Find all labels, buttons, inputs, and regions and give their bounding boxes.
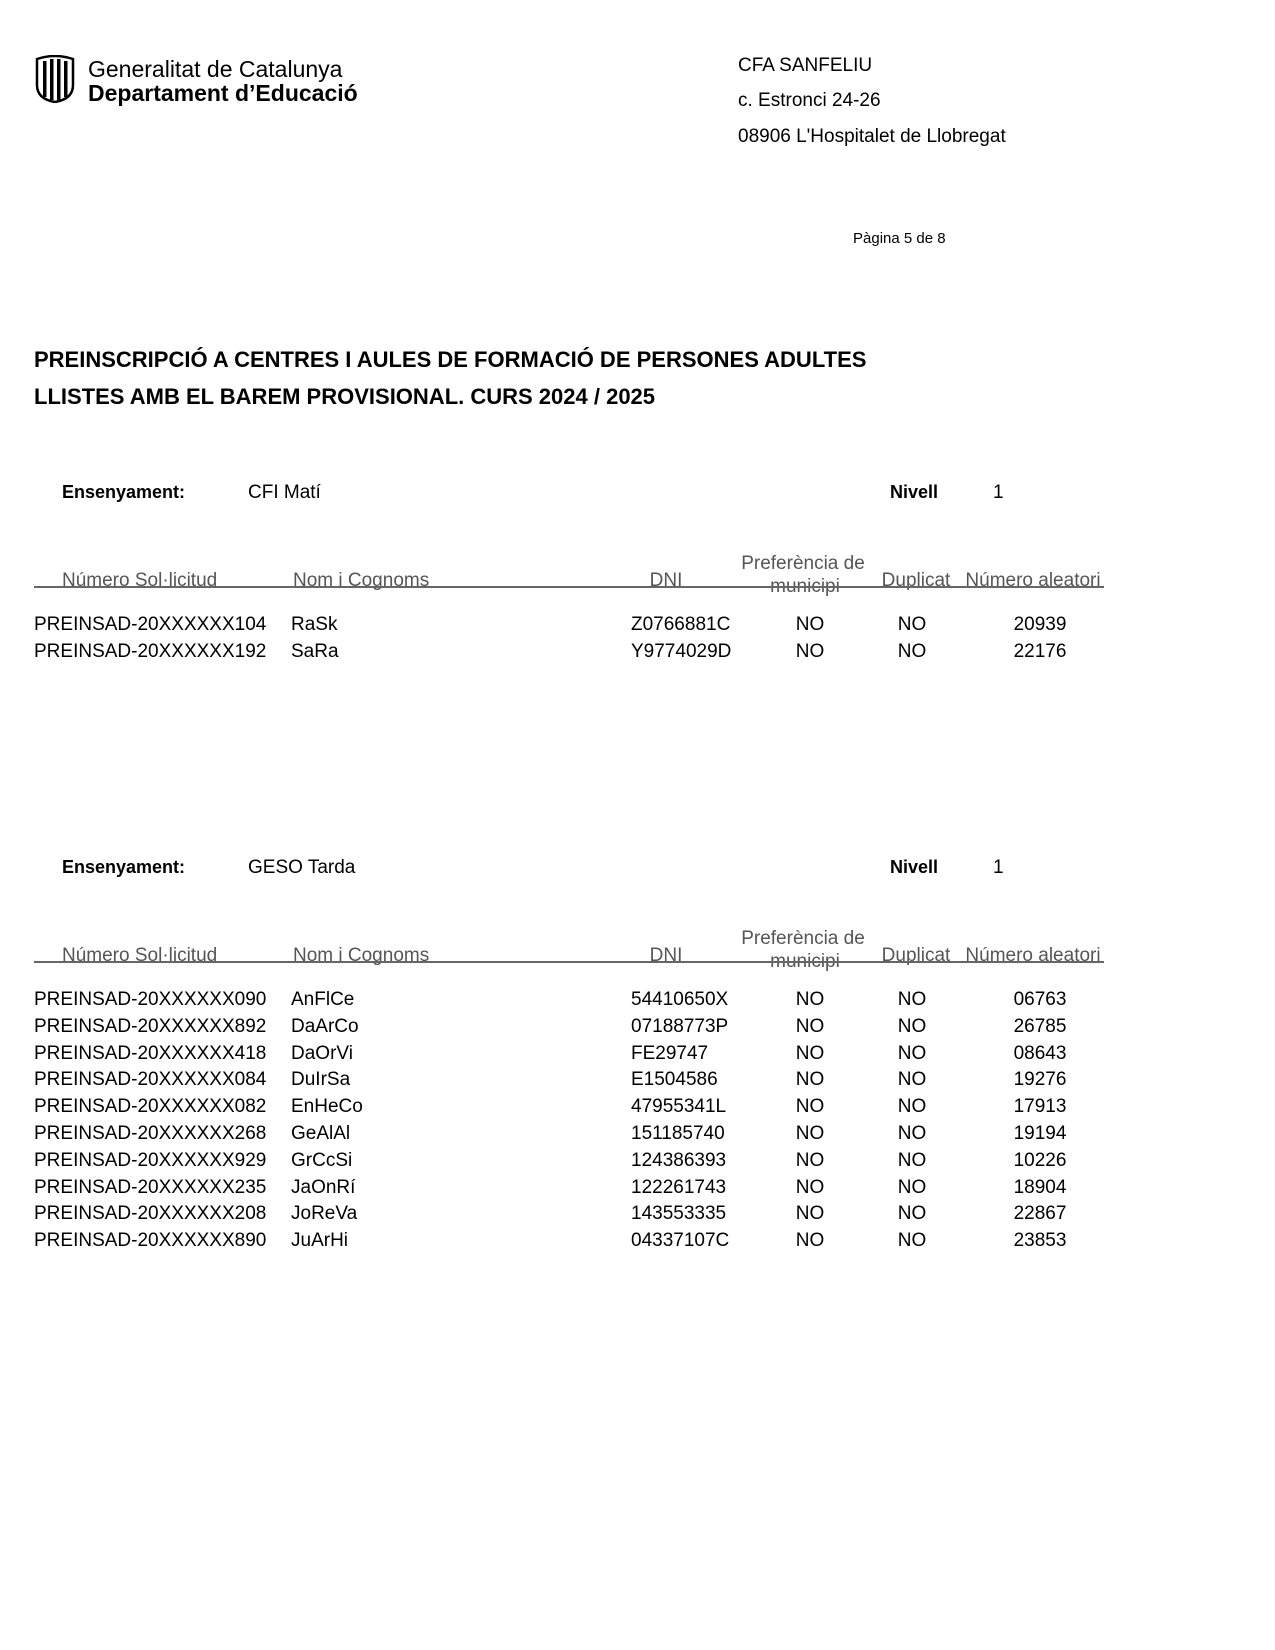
cell-request-number: PREINSAD-20XXXXXX082	[34, 1096, 267, 1118]
cell-random-number: 20939	[1013, 614, 1067, 635]
header-divider	[34, 586, 1104, 588]
cell-request-number: PREINSAD-20XXXXXX929	[34, 1149, 267, 1171]
cell-duplicate: NO	[897, 1042, 927, 1064]
cell-random-number: 18904	[1013, 1176, 1067, 1198]
cell-duplicate: NO	[897, 1149, 927, 1171]
org-name: Generalitat de Catalunya	[88, 56, 343, 82]
cell-name: RaSk	[291, 614, 338, 635]
table-row	[0, 1230, 1275, 1257]
column-header-name: Nom i Cognoms	[293, 570, 430, 591]
nivell-value: 1	[993, 857, 1004, 878]
cell-preference: NO	[795, 1123, 825, 1144]
cell-duplicate: NO	[897, 1096, 927, 1118]
cell-random-number: 17913	[1013, 1096, 1067, 1118]
cell-name: JuArHi	[291, 1230, 349, 1252]
center-name: CFA SANFELIU	[738, 55, 873, 76]
cell-duplicate: NO	[897, 1203, 927, 1225]
cell-dni: 124386393	[631, 1149, 727, 1171]
cell-request-number: PREINSAD-20XXXXXX084	[34, 1069, 267, 1091]
cell-name: GeAlAl	[291, 1123, 351, 1144]
column-header-preference-line2: municipi	[770, 951, 840, 972]
cell-duplicate: NO	[897, 989, 927, 1010]
cell-name: JaOnRí	[291, 1176, 356, 1198]
header-divider	[34, 961, 1104, 963]
table-row	[0, 1177, 1275, 1204]
cell-duplicate: NO	[897, 1176, 927, 1198]
column-header-name: Nom i Cognoms	[293, 945, 430, 966]
table-row	[0, 1069, 1275, 1096]
table-row	[0, 989, 1275, 1016]
cell-name: EnHeCo	[291, 1096, 363, 1118]
nivell-value: 1	[993, 482, 1004, 503]
cell-random-number: 10226	[1013, 1149, 1067, 1171]
enrollment-section	[0, 480, 1275, 810]
table-row	[0, 1203, 1275, 1230]
enrollment-section	[0, 855, 1275, 1252]
cell-random-number: 22867	[1013, 1203, 1067, 1225]
cell-name: SaRa	[291, 640, 339, 662]
cell-dni: Y9774029D	[631, 640, 732, 662]
table-row	[0, 1150, 1275, 1177]
table-row	[0, 614, 1275, 641]
center-city: 08906 L'Hospitalet de Llobregat	[738, 126, 1006, 147]
table-row	[0, 1123, 1275, 1150]
table-row	[0, 1016, 1275, 1043]
document-subtitle: LLISTES AMB EL BAREM PROVISIONAL. CURS 2024 / 2025	[34, 384, 656, 409]
cell-request-number: PREINSAD-20XXXXXX268	[34, 1123, 267, 1144]
cell-dni: 54410650X	[631, 989, 729, 1010]
cell-dni: 47955341L	[631, 1096, 727, 1118]
cell-random-number: 19194	[1013, 1123, 1067, 1144]
cell-preference: NO	[795, 614, 825, 635]
cell-dni: FE29747	[631, 1042, 709, 1064]
cell-name: JoReVa	[291, 1203, 358, 1225]
page-number: Pàgina 5 de 8	[853, 230, 946, 247]
cell-duplicate: NO	[897, 614, 927, 635]
cell-dni: 143553335	[631, 1203, 727, 1225]
cell-preference: NO	[795, 1015, 825, 1037]
column-header-preference: Preferència de	[741, 928, 865, 949]
cell-preference: NO	[795, 1069, 825, 1091]
column-header-dni: DNI	[649, 945, 683, 966]
cell-random-number: 26785	[1013, 1015, 1067, 1037]
column-header-dni: DNI	[649, 570, 683, 591]
column-header-random-number: Número aleatori	[965, 945, 1101, 966]
column-header-request-number: Número Sol·licitud	[62, 570, 218, 591]
cell-request-number: PREINSAD-20XXXXXX104	[34, 614, 267, 635]
cell-duplicate: NO	[897, 1015, 927, 1037]
ensenyament-value: GESO Tarda	[248, 857, 356, 878]
cell-duplicate: NO	[897, 1069, 927, 1091]
cell-duplicate: NO	[897, 1230, 927, 1252]
cell-random-number: 19276	[1013, 1069, 1067, 1091]
cell-preference: NO	[795, 1203, 825, 1225]
cell-request-number: PREINSAD-20XXXXXX235	[34, 1176, 267, 1198]
table-row	[0, 1096, 1275, 1123]
cell-preference: NO	[795, 1230, 825, 1252]
cell-dni: 122261743	[631, 1176, 727, 1198]
cell-name: AnFlCe	[291, 989, 355, 1010]
document-title: PREINSCRIPCIÓ A CENTRES I AULES DE FORMACIÓ DE PERSONES ADULTES	[34, 347, 867, 372]
column-header-request-number: Número Sol·licitud	[62, 945, 218, 966]
cell-request-number: PREINSAD-20XXXXXX892	[34, 1015, 267, 1037]
column-header-duplicate: Duplicat	[881, 945, 951, 966]
cell-preference: NO	[795, 1176, 825, 1198]
cell-request-number: PREINSAD-20XXXXXX208	[34, 1203, 267, 1225]
nivell-label: Nivell	[890, 482, 939, 502]
ensenyament-value: CFI Matí	[248, 482, 321, 503]
cell-preference: NO	[795, 1042, 825, 1064]
cell-dni: 151185740	[631, 1123, 725, 1144]
table-row	[0, 1043, 1275, 1070]
nivell-label: Nivell	[890, 857, 939, 877]
column-header-random-number: Número aleatori	[965, 570, 1101, 591]
cell-request-number: PREINSAD-20XXXXXX090	[34, 989, 267, 1010]
column-header-duplicate: Duplicat	[881, 570, 951, 591]
cell-preference: NO	[795, 640, 825, 662]
cell-name: DuIrSa	[291, 1069, 351, 1091]
column-header-preference: Preferència de	[741, 553, 865, 574]
cell-name: DaOrVi	[291, 1042, 353, 1064]
cell-name: GrCcSi	[291, 1149, 353, 1171]
cell-random-number: 08643	[1013, 1042, 1067, 1064]
center-street: c. Estronci 24-26	[738, 90, 881, 111]
cell-preference: NO	[795, 1149, 825, 1171]
cell-dni: 07188773P	[631, 1015, 729, 1037]
cell-duplicate: NO	[897, 640, 927, 662]
ensenyament-label: Ensenyament:	[62, 857, 186, 877]
ensenyament-label: Ensenyament:	[62, 482, 186, 502]
cell-preference: NO	[795, 989, 825, 1010]
cell-dni: Z0766881C	[631, 614, 731, 635]
cell-duplicate: NO	[897, 1123, 927, 1144]
cell-dni: 04337107C	[631, 1230, 730, 1252]
cell-random-number: 23853	[1013, 1230, 1067, 1252]
cell-request-number: PREINSAD-20XXXXXX418	[34, 1042, 267, 1064]
cell-preference: NO	[795, 1096, 825, 1118]
table-row	[0, 641, 1275, 668]
cell-random-number: 06763	[1013, 989, 1067, 1010]
cell-random-number: 22176	[1013, 640, 1067, 662]
cell-dni: E1504586	[631, 1069, 718, 1091]
generalitat-logo-icon	[34, 55, 76, 103]
cell-name: DaArCo	[291, 1015, 359, 1037]
cell-request-number: PREINSAD-20XXXXXX890	[34, 1230, 267, 1252]
department-name: Departament d’Educació	[88, 80, 358, 106]
column-header-preference-line2: municipi	[770, 576, 840, 597]
cell-request-number: PREINSAD-20XXXXXX192	[34, 640, 267, 662]
